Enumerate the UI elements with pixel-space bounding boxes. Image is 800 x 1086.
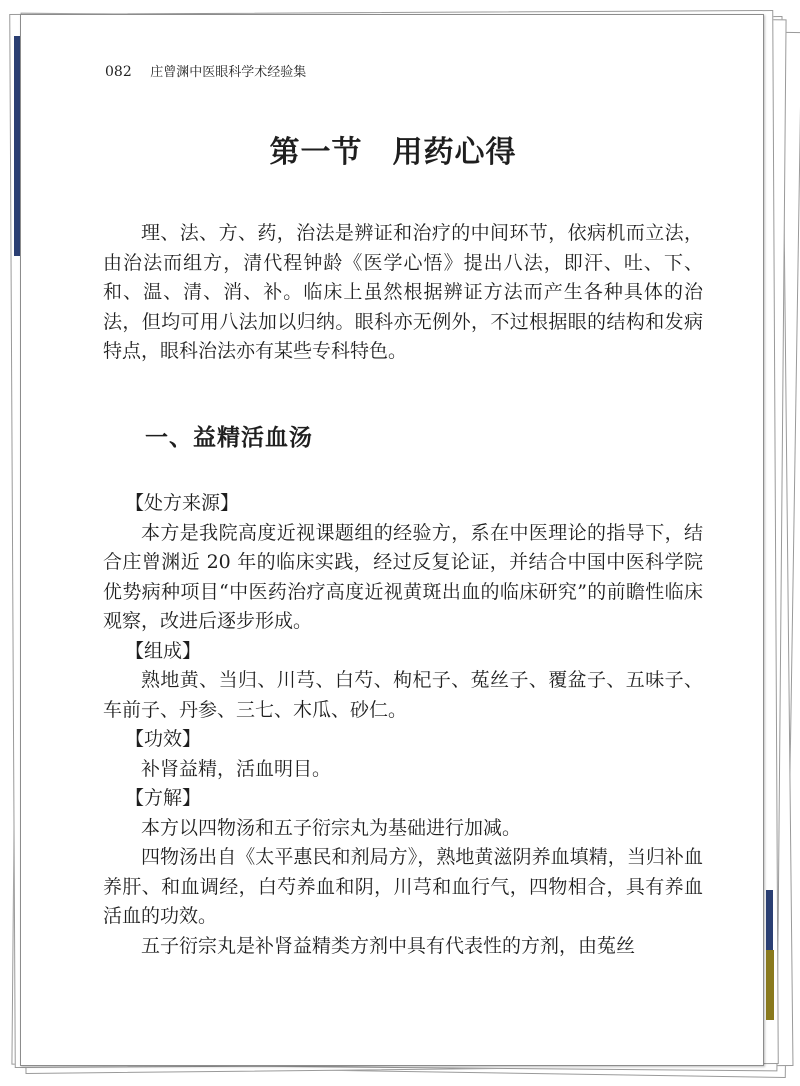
source-label: 【处方来源】 xyxy=(125,492,240,514)
efficacy-label: 【功效】 xyxy=(125,728,202,750)
book-page xyxy=(20,14,764,1066)
subsection-title: 一、益精活血汤 xyxy=(145,424,313,451)
intro-paragraph-block xyxy=(103,219,703,367)
section-heading: 用药心得 xyxy=(392,135,517,170)
source-paragraph: 本方是我院高度近视课题组的经验方，系在中医理论的指导下，结合庄曾渊近 20 年的临床实践，经过反复论证，并结合中国中医科学院优势病种项目“中医药治疗高度近视黄斑出血的临床研究”的前瞻性临床观察，改进后逐步形成。 xyxy=(103,521,703,632)
efficacy-paragraph: 补肾益精，活血明目。 xyxy=(141,757,332,780)
composition-paragraph: 熟地黄、当归、川芎、白芍、枸杞子、菟丝子、覆盆子、五味子、车前子、丹参、三七、木瓜、砂仁。 xyxy=(103,669,703,721)
analysis-label: 【方解】 xyxy=(125,787,202,809)
running-header xyxy=(105,61,306,80)
book-edge-color-strip xyxy=(766,890,773,950)
analysis-paragraph-2: 四物汤出自《太平惠民和剂局方》，熟地黄滋阴养血填精，当归补血养肝、和血调经，白芍养血和阴，川芎和血行气，四物相合，具有养血活血的功效。 xyxy=(103,846,703,927)
book-edge-color-strip xyxy=(766,950,774,1020)
composition-label: 【组成】 xyxy=(125,639,202,662)
intro-paragraph: 理、法、方、药，治法是辨证和治疗的中间环节，依病机而立法，由治法而组方，清代程钟龄《医学心悟》提出八法，即汗、吐、下、和、温、清、消、补。临床上虽然根据辨证方法而产生各种具体的治法，但均可用八法加以归纳。眼科亦无例外，不过根据眼的结构和发病特点，眼科治法亦有某些专科特色。 xyxy=(103,222,703,362)
section-title xyxy=(21,127,765,171)
analysis-paragraph-1: 本方以四物汤和五子衍宗丸为基础进行加减。 xyxy=(141,816,522,839)
book-title: 庄曾渊中医眼科学术经验集 xyxy=(150,65,307,80)
section-number: 第一节 xyxy=(269,135,363,170)
prescription-content xyxy=(103,489,703,961)
analysis-paragraph-3: 五子衍宗丸是补肾益精类方剂中具有代表性的方剂，由菟丝 xyxy=(141,934,636,957)
page-number: 082 xyxy=(105,64,132,80)
